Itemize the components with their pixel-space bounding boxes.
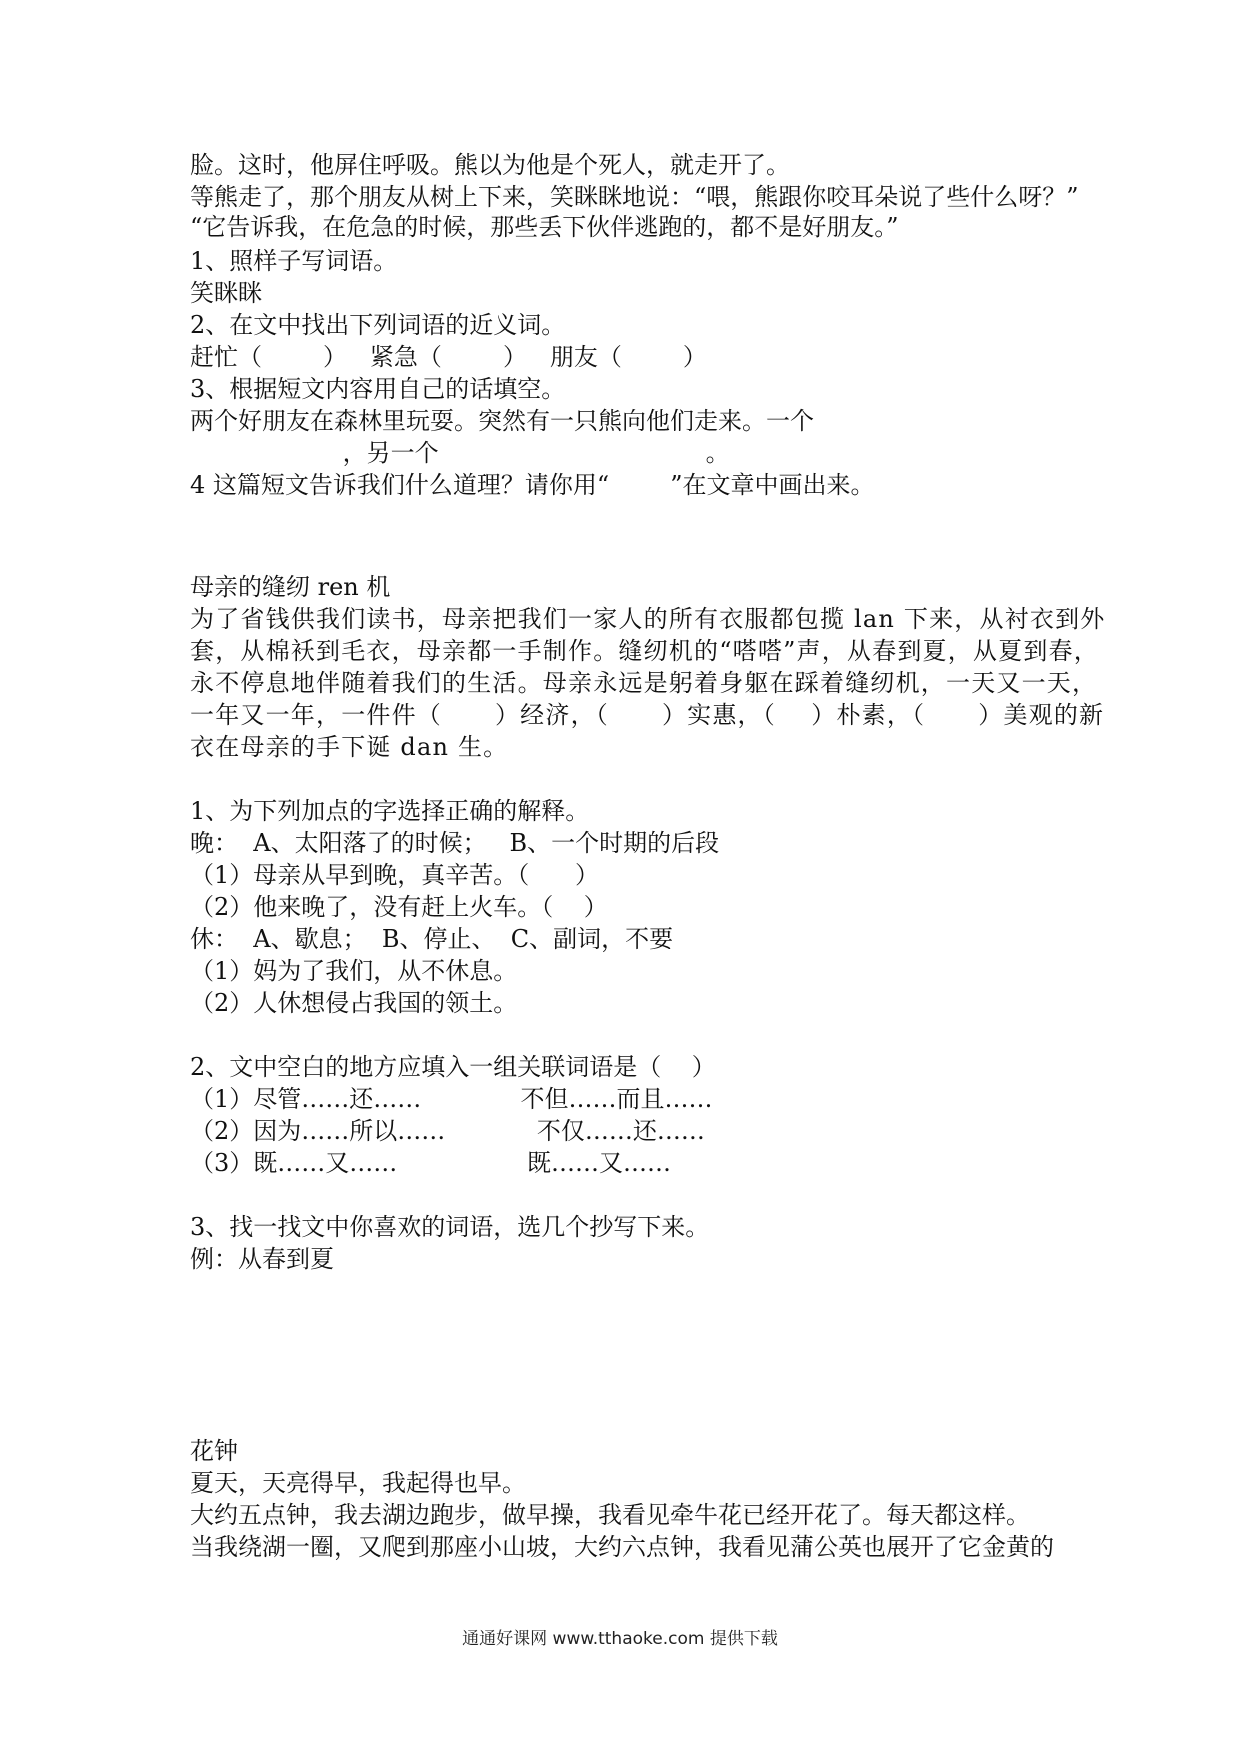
question-3: 3、找一找文中你喜欢的词语，选几个抄写下来。 bbox=[190, 1213, 710, 1241]
question-1-wan: 晚： A、太阳落了的时候； B、一个时期的后段 bbox=[190, 829, 720, 857]
question-2-option: （3）既……又…… 既……又…… bbox=[190, 1149, 671, 1177]
paragraph-line: 一年又一年，一件件（ ）经济，（ ）实惠，（ ）朴素，（ ）美观的新 bbox=[190, 701, 1105, 729]
question-2-option: （1）尽管……还…… 不但……而且…… bbox=[190, 1085, 713, 1113]
page-footer: 通通好课网 www.tthaoke.com 提供下载 bbox=[462, 1629, 778, 1649]
question-3: 3、根据短文内容用自己的话填空。 bbox=[190, 375, 566, 403]
question-1-wan-item: （2）他来晚了，没有赶上火车。（ ） bbox=[190, 893, 608, 921]
question-3-line: 两个好朋友在森林里玩耍。突然有一只熊向他们走来。一个 bbox=[190, 407, 814, 435]
paragraph-line: 为了省钱供我们读书，母亲把我们一家人的所有衣服都包揽 lan 下来，从衬衣到外 bbox=[190, 605, 1106, 633]
question-1-example: 笑眯眯 bbox=[190, 279, 262, 307]
question-2-items: 赶忙（ ） 紧急（ ） 朋友（ ） bbox=[190, 343, 707, 371]
section-title: 母亲的缝纫 ren 机 bbox=[190, 573, 391, 601]
paragraph-line: 衣在母亲的手下诞 dan 生。 bbox=[190, 733, 509, 761]
paragraph-line: 套，从棉袄到毛衣，母亲都一手制作。缝纫机的“嗒嗒”声，从春到夏，从夏到春， bbox=[190, 637, 1099, 665]
question-2: 2、文中空白的地方应填入一组关联词语是（ ） bbox=[190, 1053, 716, 1081]
story-line: 脸。这时，他屏住呼吸。熊以为他是个死人，就走开了。 bbox=[190, 151, 790, 179]
question-1: 1、照样子写词语。 bbox=[190, 247, 398, 275]
question-2: 2、在文中找出下列词语的近义词。 bbox=[190, 311, 566, 339]
paragraph-line: 永不停息地伴随着我们的生活。母亲永远是躬着身躯在踩着缝纫机，一天又一天， bbox=[190, 669, 1098, 697]
question-1-xiu-item: （2）人休想侵占我国的领土。 bbox=[190, 989, 518, 1017]
question-1: 1、为下列加点的字选择正确的解释。 bbox=[190, 797, 590, 825]
story-line: “它告诉我，在危急的时候，那些丢下伙伴逃跑的，都不是好朋友。” bbox=[190, 213, 899, 241]
story-line: 等熊走了，那个朋友从树上下来，笑眯眯地说：“喂，熊跟你咬耳朵说了些什么呀？” bbox=[190, 183, 1079, 211]
question-3-line: ，另一个 。 bbox=[190, 439, 730, 467]
story-line: 夏天，天亮得早，我起得也早。 bbox=[190, 1469, 526, 1497]
question-1-xiu: 休： A、歇息； B、停止、 C、副词，不要 bbox=[190, 925, 674, 953]
story-line: 大约五点钟，我去湖边跑步，做早操，我看见牵牛花已经开花了。每天都这样。 bbox=[190, 1501, 1030, 1529]
section-title: 花钟 bbox=[190, 1437, 238, 1465]
question-3-example: 例：从春到夏 bbox=[190, 1245, 334, 1273]
story-line: 当我绕湖一圈，又爬到那座小山坡，大约六点钟，我看见蒲公英也展开了它金黄的 bbox=[190, 1533, 1054, 1561]
question-4: 4 这篇短文告诉我们什么道理？请你用“ ”在文章中画出来。 bbox=[190, 471, 875, 499]
question-2-option: （2）因为……所以…… 不仅……还…… bbox=[190, 1117, 705, 1145]
question-1-xiu-item: （1）妈为了我们，从不休息。 bbox=[190, 957, 518, 985]
question-1-wan-item: （1）母亲从早到晚，真辛苦。（ ） bbox=[190, 861, 600, 889]
